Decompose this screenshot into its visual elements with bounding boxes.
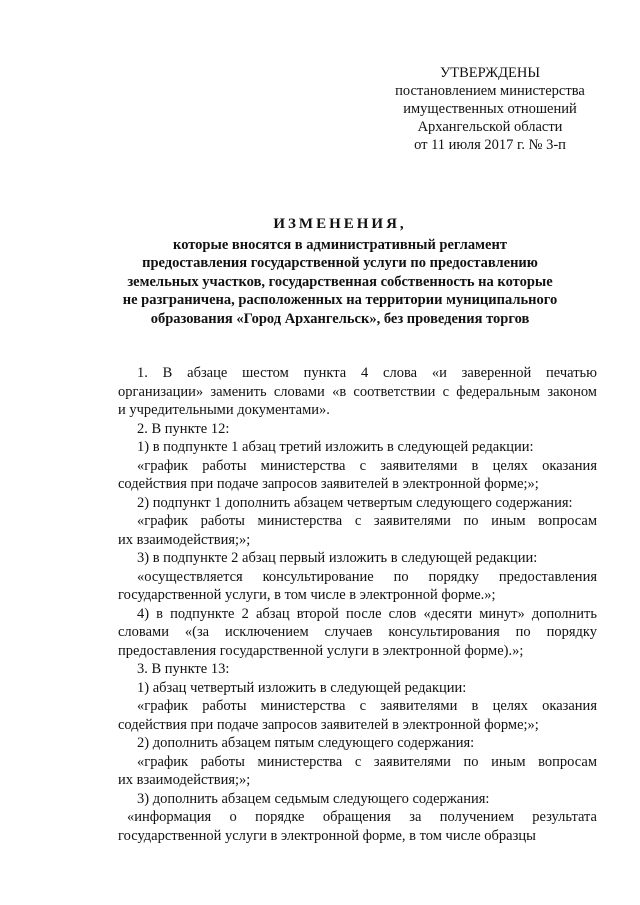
body-line: 1) абзац четвертый изложить в следующей редакции: — [137, 679, 467, 696]
title-line: которые вносятся в административный регламент — [173, 236, 507, 253]
title-line: предоставления государственной услуги по предоставлению — [142, 255, 538, 271]
body-line: государственной услуги, в том числе в электронной форме.»; — [118, 587, 496, 603]
body-line: предоставления государственной услуги в электронной форме).»; — [118, 642, 524, 659]
body-line: 3. В пункте 13: — [137, 661, 230, 677]
body-line: «осуществляется консультирование по порядку предоставления — [137, 568, 597, 585]
body-line: их взаимодействия;»; — [118, 531, 251, 548]
body-line: содействия при подаче запросов заявителей в электронной форме;»; — [118, 716, 539, 733]
body-line: содействия при подаче запросов заявителей в электронной форме;»; — [118, 476, 539, 492]
title-line: образования «Город Архангельск», без проведения торгов — [150, 310, 530, 327]
body-line: словами «(за исключением случаев консультирования по порядку — [118, 624, 597, 640]
body-line: организации» заменить словами «в соответствии с федеральным законом — [118, 383, 597, 400]
approval-stamp — [360, 64, 620, 154]
body-line: 2) подпункт 1 дополнить абзацем четвертым следующего содержания: — [137, 494, 573, 511]
title-heading: ИЗМЕНЕНИЯ, — [273, 216, 407, 232]
body-line: «график работы министерства с заявителями по иным вопросам — [137, 513, 597, 529]
body-line: «информация о порядке обращения за получением результата — [127, 809, 597, 825]
approval-line: имущественных отношений — [403, 101, 577, 117]
approval-line: Архангельской области — [417, 119, 563, 135]
body-line: 4) в подпункте 2 абзац второй после слов «десяти минут» дополнить — [137, 605, 597, 622]
body-line: 3) дополнить абзацем седьмым следующего содержания: — [137, 790, 490, 807]
approval-heading: УТВЕРЖДЕНЫ — [439, 65, 541, 81]
body-line: 2) дополнить абзацем пятым следующего содержания: — [137, 735, 475, 751]
approval-line: постановлением министерства — [395, 83, 585, 99]
body-line: «график работы министерства с заявителями по иным вопросам — [137, 753, 597, 770]
body-line: их взаимодействия;»; — [118, 772, 251, 788]
body-line: 3) в подпункте 2 абзац первый изложить в следующей редакции: — [137, 550, 538, 566]
body-line: 2. В пункте 12: — [137, 420, 230, 437]
body-line: «график работы министерства с заявителями в целях оказания — [137, 698, 597, 714]
body-line: и учредительными документами». — [118, 402, 330, 418]
body-line: 1. В абзаце шестом пункта 4 слова «и заверенной печатью — [137, 365, 597, 381]
body-line: «график работы министерства с заявителями в целях оказания — [137, 457, 597, 474]
body-line: 1) в подпункте 1 абзац третий изложить в следующей редакции: — [137, 439, 534, 455]
title-line: не разграничена, расположенных на территории муниципального — [122, 292, 558, 308]
approval-date: от 11 июля 2017 г. № 3-п — [414, 137, 566, 153]
title-line: земельных участков, государственная собственность на которые — [127, 273, 553, 290]
document-body — [118, 364, 597, 845]
document-title — [80, 215, 600, 328]
body-line: государственной услуги в электронной форме, в том числе образцы — [118, 827, 536, 844]
